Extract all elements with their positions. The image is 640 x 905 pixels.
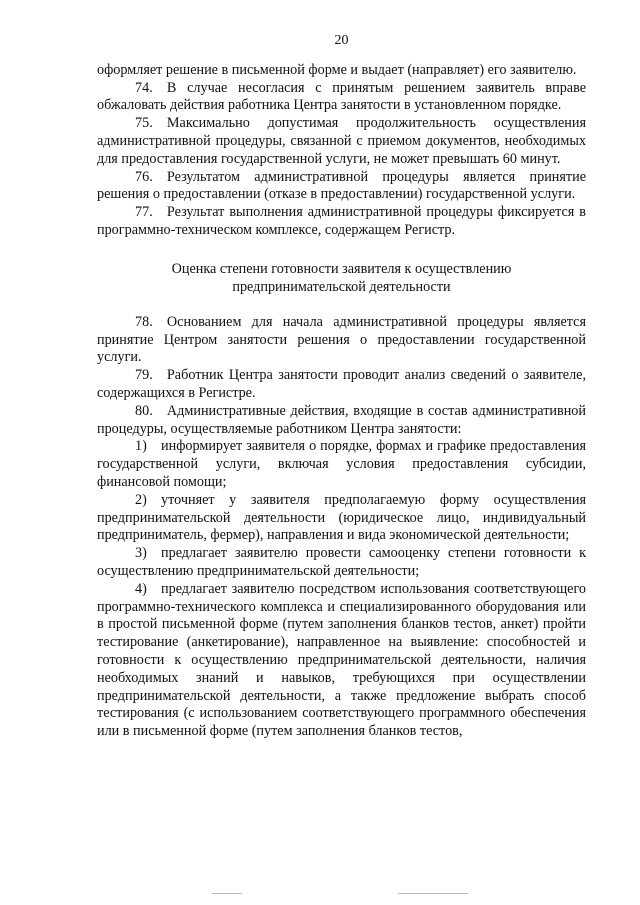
paragraph-78: 78. Основанием для начала административной процедуры является принятие Центром занятости решения о предоставлении государственной услуги.: [97, 313, 586, 366]
page-number: 20: [334, 33, 349, 48]
list-item-2: 2) уточняет у заявителя предполагаемую форму осуществления предпринимательской деятельности (юридическое лицо, индивидуальный предприниматель, фермер), направления и вида экономической деятельности;: [97, 491, 586, 544]
scan-mark: [212, 893, 242, 894]
paragraph-75: 75. Максимально допустимая продолжительность осуществления административной процедуры, связанной с приемом документов, необходимых для предоставления государственной услуги, не может превышать 60 минут.: [97, 115, 586, 167]
scan-artifacts: [0, 893, 640, 901]
paragraph-77: 77. Результат выполнения административной процедуры фиксируется в программно-техническом комплексе, содержащем Регистр.: [97, 204, 586, 238]
paragraph-79: 79. Работник Центра занятости проводит анализ сведений о заявителе, содержащихся в Регистре.: [97, 367, 586, 401]
paragraph-76: 76. Результатом административной процедуры является принятие решения о предоставлении (отказе в предоставлении) государственной услуги.: [97, 168, 586, 203]
paragraph-continuation: оформляет решение в письменной форме и выдает (направляет) его заявителю.: [97, 61, 577, 78]
list-item-4: 4) предлагает заявителю посредством использования соответствующего программно-технического комплекса и специализированного оборудования или в простой письменной форме (путем заполнения бланков тестов, анкет) пройти тестирование (анкетирование), направленное на выявление: способностей и готовности к осуществлению предпринимательской деятельности, наличия необходимых знаний и навыков, требующихся при осуществлении предпринимательской деятельности, а также предложение выбрать способ тестирования (с использованием соответствующего программного обеспечения или в письменной форме (путем заполнения бланков тестов,: [97, 580, 586, 740]
list-item-3: 3) предлагает заявителю провести самооценку степени готовности к осуществлению предпринимательской деятельности;: [97, 545, 586, 579]
section-heading-line-1: Оценка степени готовности заявителя к осуществлению: [171, 260, 512, 277]
section-heading-line-2: предпринимательской деятельности: [232, 278, 451, 295]
section-heading: [97, 260, 586, 296]
scan-mark: [398, 893, 468, 894]
document-page: [97, 32, 586, 741]
list-item-1: 1) информирует заявителя о порядке, формах и графике предоставления государственной услуги, включая условия предоставления субсидии, финансовой помощи;: [97, 438, 586, 490]
paragraph-74: 74. В случае несогласия с принятым решением заявитель вправе обжаловать действия работника Центра занятости в установленном порядке.: [97, 79, 586, 114]
paragraph-80: 80. Административные действия, входящие в состав административной процедуры, осуществляемые работником Центра занятости:: [97, 402, 586, 437]
